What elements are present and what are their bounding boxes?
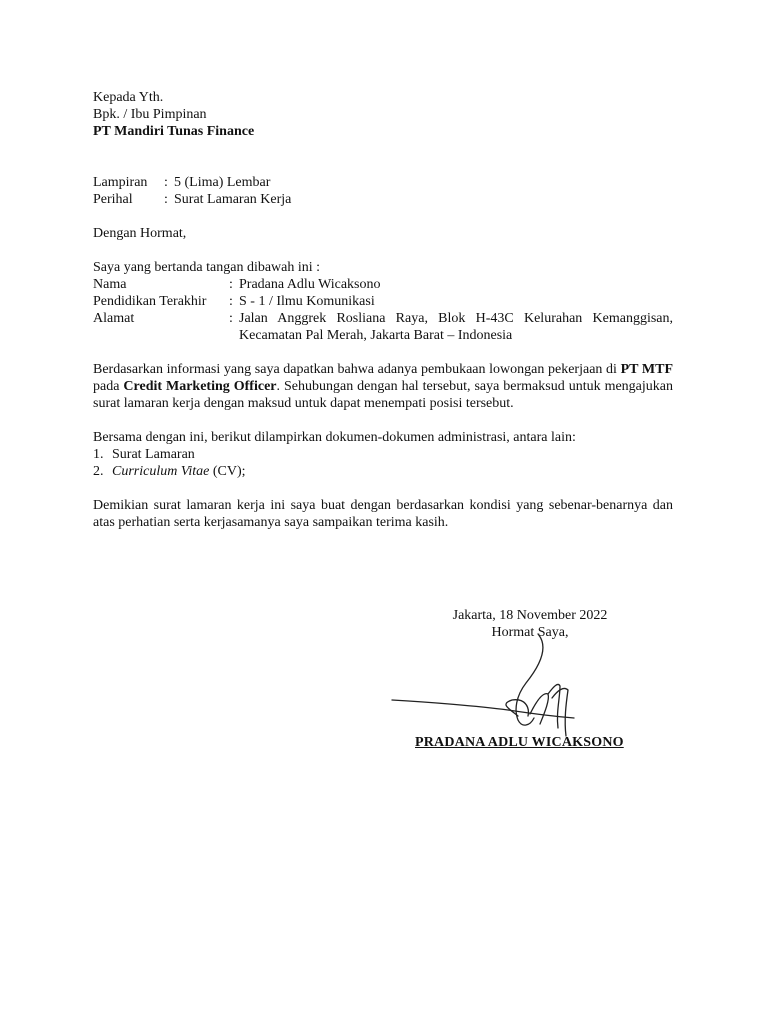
lampiran-row: Lampiran : 5 (Lima) Lembar: [93, 174, 673, 191]
alamat-label: Alamat: [93, 311, 135, 326]
recipient-company: PT Mandiri Tunas Finance: [93, 124, 255, 139]
attachment-item-2: 2. Curriculum Vitae (CV);: [93, 464, 246, 479]
alamat-value-line-1: Jalan Anggrek Rosliana Raya, Blok H-43C Kelurahan Kemanggisan,: [239, 311, 673, 326]
intro-line: Saya yang bertanda tangan dibawah ini :: [93, 260, 321, 275]
pendidikan-row: Pendidikan Terakhir : S - 1 / Ilmu Komunikasi: [93, 293, 673, 310]
handwritten-signature: [388, 628, 578, 738]
pendidikan-label: Pendidikan Terakhir: [93, 294, 207, 309]
attachment-item-1: 1. Surat Lamaran: [93, 447, 195, 462]
perihal-label: Perihal: [93, 192, 133, 207]
place-date: Jakarta, 18 November 2022: [452, 608, 608, 623]
position-name: Credit Marketing Officer: [123, 379, 277, 394]
lampiran-label: Lampiran: [93, 175, 148, 190]
paragraph-1: Berdasarkan informasi yang saya dapatkan bahwa adanya pembukaan lowongan pekerjaan di PT MTF pada Credit Marketing Officer. Sehubungan dengan hal tersebut, saya bermaksud untuk mengajukan surat lamaran kerja dengan maksud untuk dapat menempati posisi tersebut.: [93, 362, 673, 411]
nama-value: Pradana Adlu Wicaksono: [239, 277, 381, 292]
nama-label: Nama: [93, 277, 127, 292]
letter-body: [93, 89, 673, 531]
recipient-line-2: Bpk. / Ibu Pimpinan: [93, 107, 207, 122]
recipient-line-1: Kepada Yth.: [93, 90, 164, 105]
closing-paragraph: Demikian surat lamaran kerja ini saya buat dengan berdasarkan kondisi yang sebenar-benarnya dan atas perhatian serta kerjasamanya saya sampaikan terima kasih.: [93, 498, 673, 530]
regards: Hormat Saya,: [491, 625, 569, 640]
pendidikan-value: S - 1 / Ilmu Komunikasi: [239, 294, 375, 309]
perihal-value: Surat Lamaran Kerja: [174, 192, 292, 207]
attachments-intro: Bersama dengan ini, berikut dilampirkan dokumen-dokumen administrasi, antara lain:: [93, 430, 576, 445]
lampiran-value: 5 (Lima) Lembar: [174, 175, 271, 190]
alamat-value-line-2: Kecamatan Pal Merah, Jakarta Barat – Indonesia: [239, 328, 513, 343]
company-short: PT MTF: [620, 362, 673, 377]
perihal-row: Perihal : Surat Lamaran Kerja: [93, 191, 673, 208]
alamat-row: Alamat : Jalan Anggrek Rosliana Raya, Blok H-43C Kelurahan Kemanggisan, Kecamatan Pal Merah, Jakarta Barat – Indonesia: [93, 311, 673, 343]
nama-row: Nama : Pradana Adlu Wicaksono: [93, 276, 673, 293]
signatory-name: PRADANA ADLU WICAKSONO: [415, 735, 624, 750]
greeting: Dengan Hormat,: [93, 226, 187, 241]
